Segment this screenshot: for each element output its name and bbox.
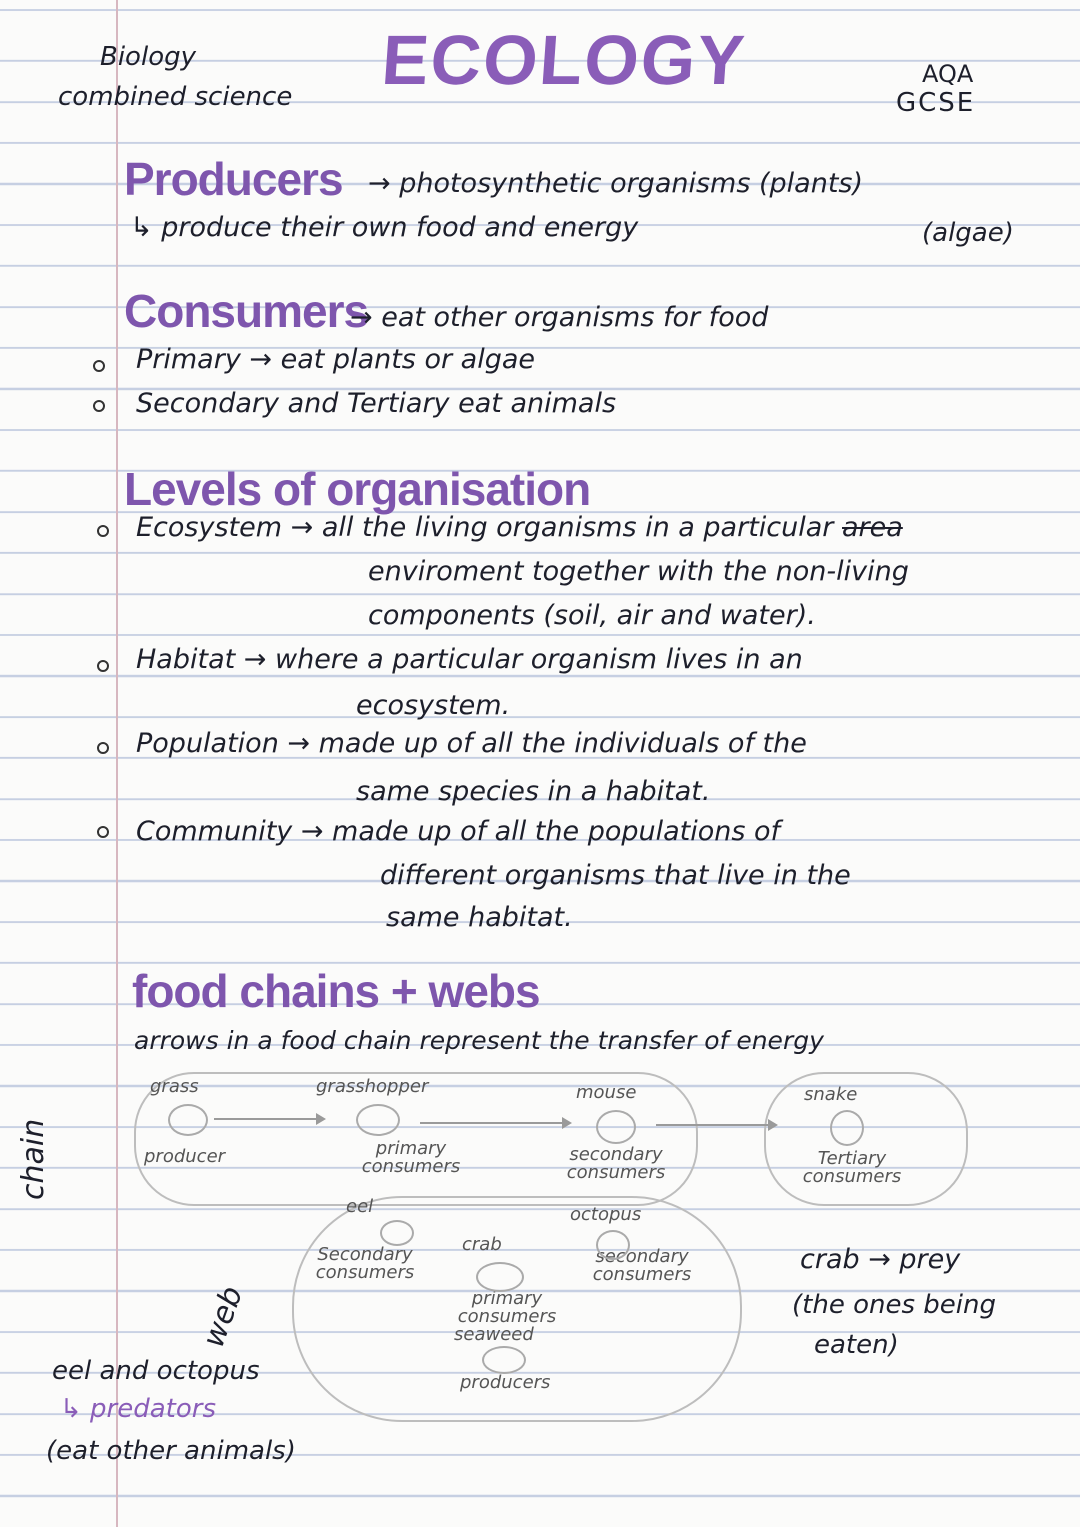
octopus-sketch (596, 1230, 630, 1260)
chain-producer-role: producer (144, 1146, 226, 1167)
food-heading: food chains + webs (132, 965, 540, 1017)
course-label: combined science (58, 82, 293, 112)
community-line3: same habitat. (386, 902, 573, 933)
chain-primary-role: primary consumers (361, 1138, 461, 1177)
subject-label: Biology (100, 42, 196, 72)
grass-sketch (168, 1104, 208, 1136)
ecosystem-struck-word: area (842, 512, 903, 543)
predator-label: ↳ predators (60, 1394, 217, 1424)
bullet (93, 360, 105, 372)
chain-side-label: chain (16, 1118, 51, 1200)
web-octopus-role: secondary consumers (592, 1246, 692, 1285)
chain-secondary-role: secondary consumers (566, 1144, 666, 1183)
web-octopus: octopus (570, 1204, 642, 1225)
predator-note: (eat other animals) (46, 1436, 296, 1466)
ecosystem-text: Ecosystem → all the living organisms in a particular (136, 512, 834, 543)
prey-note-1: (the ones being (792, 1290, 996, 1320)
ecosystem-line2: enviroment together with the non-living (368, 556, 909, 587)
margin-line (116, 0, 118, 1527)
chain-tertiary-role: Tertiary consumers (802, 1148, 902, 1187)
chain-arrow (656, 1124, 776, 1126)
habitat-line2: ecosystem. (356, 690, 511, 721)
chain-grasshopper: grasshopper (316, 1076, 429, 1097)
mouse-sketch (596, 1110, 636, 1144)
chain-snake: snake (804, 1084, 858, 1105)
seaweed-sketch (482, 1346, 526, 1374)
community-line1: Community → made up of all the populations of (136, 816, 781, 847)
consumers-secondary: Secondary and Tertiary eat animals (136, 388, 617, 419)
web-seaweed: seaweed (454, 1324, 534, 1345)
web-crab: crab (462, 1234, 502, 1255)
bullet (97, 525, 109, 537)
grasshopper-sketch (356, 1104, 400, 1136)
producers-heading: Producers (124, 153, 343, 205)
page-title: ECOLOGY (379, 21, 749, 99)
level-label: GCSE (896, 88, 976, 118)
population-line1: Population → made up of all the individuals of the (136, 728, 807, 759)
web-seaweed-role: producers (460, 1372, 551, 1393)
chain-arrow (420, 1122, 570, 1124)
web-eel: eel (346, 1196, 374, 1217)
consumers-primary: Primary → eat plants or algae (136, 344, 536, 375)
levels-heading: Levels of organisation (124, 463, 591, 515)
bullet (97, 826, 109, 838)
population-line2: same species in a habitat. (356, 776, 711, 807)
prey-note-2: eaten) (814, 1330, 899, 1360)
habitat-line1: Habitat → where a particular organism lives in an (136, 644, 803, 675)
arrows-note: arrows in a food chain represent the transfer of energy (134, 1026, 824, 1055)
web-crab-role: primary consumers (457, 1288, 557, 1327)
prey-line-text: crab → prey (800, 1244, 961, 1275)
producers-definition: → photosynthetic organisms (plants) (368, 168, 864, 199)
community-line2: different organisms that live in the (380, 860, 851, 891)
bullet (97, 660, 109, 672)
prey-line (800, 1244, 960, 1275)
producers-detail: ↳ produce their own food and energy (130, 212, 639, 243)
chain-grass: grass (150, 1076, 199, 1097)
bullet (93, 400, 105, 412)
crab-sketch (476, 1262, 524, 1292)
producers-example: (algae) (922, 218, 1014, 248)
consumers-definition: → eat other organisms for food (350, 302, 769, 333)
chain-mouse: mouse (576, 1082, 637, 1103)
consumers-heading: Consumers (124, 285, 369, 337)
web-eel-role: Secondary consumers (315, 1244, 415, 1283)
eel-sketch (380, 1220, 414, 1246)
board-label: AQA (922, 60, 974, 88)
ecosystem-line3: components (soil, air and water). (368, 600, 816, 631)
predator-line: eel and octopus (52, 1356, 260, 1386)
ecosystem-line1 (136, 512, 903, 543)
chain-arrow (214, 1118, 324, 1120)
bullet (97, 742, 109, 754)
web-side-label: web (196, 1281, 251, 1352)
snake-sketch (830, 1110, 864, 1146)
